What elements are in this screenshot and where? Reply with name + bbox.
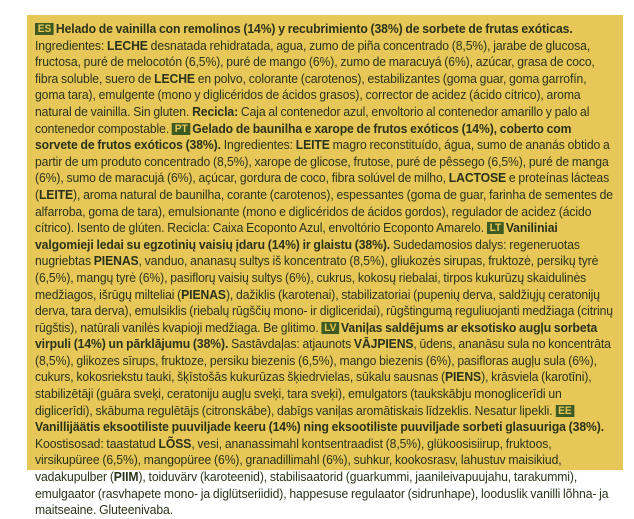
- bold-text: Recicla:: [192, 103, 239, 119]
- language-tag-pt: PT: [172, 123, 190, 135]
- bold-text: LEITE: [38, 186, 74, 202]
- bold-text: LEITE: [295, 137, 330, 153]
- body-text: , ūdens, ananāsu sula no koncentrāta (8,5%), glikozes sīrups, fruktoze, persiku biezenis (6,5%), mango biezenis (6%), pasifloras augļu sula (6%), cukurs, kokosriekstu tauki, šķīstošās kukurūzas šķiedrvielas, sūkalu sausnas (: [35, 336, 611, 385]
- body-text: ), toiduvärv (karoteenid), stabilisaatorid (guarkummi, jaanileivapuujahu, tarakummi), emulgaator (rasvhapete mono- ja diglütseriidid), happesuse regulaator (sidrunhape), looduslik vanilli lõhna- ja maitseaine. Gluteenivaba.: [35, 469, 609, 518]
- body-text: , vesi, ananassimahl kontsentraadist (8,5%), glükoosisiirup, fruktoos, virsikupüree (6,5%), mangopüree (6%), granadillimahl (6%), suhkur, kookosrasv, lahustuv maisikiud, vadakupulber (: [35, 435, 562, 485]
- body-text: e proteínas lácteas (: [35, 170, 610, 202]
- body-text: ), krāsviela (karotīni), stabilizētāji (guāra sveķi, ceratoniju augļu sveķi, tara sveķi), emulgators (taukskābju monoglicerīdi un diglicerīdi), skābuma regulētājs (citronskābe), dabīgs vaniļas aromātiskais līdzeklis. Nesatur lipekli.: [35, 369, 592, 418]
- bold-text: PIENAS: [181, 286, 226, 302]
- bold-text: LÕSS: [158, 435, 192, 451]
- language-tag-ee: EE: [555, 405, 574, 417]
- bold-text: Vaniliniai valgomieji ledai su egzotinių vaisių įdaru (14%) ir glaistu (38%).: [35, 220, 558, 252]
- bold-text: LECHE: [154, 70, 195, 86]
- body-text: , vanduo, ananasų sultys iš koncentrato (8,5%), gliukozės sirupas, fruktozė, persikų tyrė (6,5%), mangų tyrė (6%), pasiflorų vaisių sultys (6%), cukrus, kokosų riebalai, tirpos kukurūzų skaidulinės medžiagos, išrūgų milteliai (: [35, 253, 599, 302]
- body-text: Ingredientes:: [220, 137, 296, 153]
- bold-text: Helado de vainilla con remolinos (14%) y recubrimiento (38%) de sorbete de frutas exóticas.: [55, 21, 573, 36]
- bold-text: PIIM: [113, 469, 139, 485]
- bold-text: Vaniļas saldējums ar eksotisko augļu sorbeta virpuli (14%) un pārklājumu (38%).: [35, 319, 598, 352]
- bold-text: PIENS: [444, 369, 482, 385]
- body-text: desnatada rehidratada, agua, zumo de piña concentrado (8,5%), jarabe de glucosa, fructosa, puré de melocotón (6,5%), puré de mango (6%), zumo de maracuyá (6%), azúcar, grasa de coco, fibra soluble, suero de: [35, 37, 595, 86]
- body-text: Caja al contenedor azul, envoltorio al contenedor amarillo y palo al contenedor compostable.: [35, 103, 590, 136]
- ingredients-panel: [27, 15, 623, 518]
- language-tag-es: ES: [35, 23, 54, 35]
- body-text: ), aroma natural de baunilha, corante (carotenos), espessantes (goma de guar, farinha de sementes de alfarroba, goma de tara), emulsionante (mono e diglicéridos de ácidos gordos), regulador de acidez (ácido cítrico). Isento de glúten. Recicla: Caixa Ecoponto Azul, envoltório Ecoponto Amarelo.: [35, 186, 613, 236]
- bold-text: LECHE: [107, 37, 148, 53]
- body-text: Ingredientes:: [35, 37, 108, 53]
- body-text: Sudedamosios dalys: regeneruotas nugriebtas: [35, 236, 580, 269]
- language-tag-lt: LT: [487, 222, 504, 234]
- bold-text: VĀJPIENS: [353, 336, 414, 352]
- ingredients-text: [35, 21, 616, 519]
- body-text: magro reconstituído, água, sumo de ananás obtido a partir de um produto concentrado (8,5%), xarope de glicose, frutose, puré de pêssego (6,5%), puré de manga (6%), sumo de maracujá (6%), açúcar, gordura de coco, fibra solúvel de milho,: [35, 137, 610, 186]
- body-text: ), dažiklis (karotenai), stabilizatoriai (pupenių derva, saldžiųjų ceratonijų derva, tara derva), emulsiklis (riebalų rūgščių mono- ir digliceridai), rūgštingumą reguliuojanti medžiaga (citrinų rūgštis), natūrali vanilės kvapioji medžiaga. Be glitimo.: [35, 286, 613, 335]
- language-tag-lv: LV: [321, 322, 339, 334]
- bold-text: LACTOSE: [448, 170, 507, 186]
- bold-text: PIENAS: [93, 253, 139, 269]
- bold-text: Gelado de baunilha e xarope de frutos exóticos (14%), coberto com sorvete de frutos exóticos (38%).: [35, 120, 572, 153]
- bold-text: Vanillijäätis eksootiliste puuviljade keeru (14%) ning eksootiliste puuviljade sorbeti glasuuriga (38%).: [35, 419, 605, 435]
- body-text: en polvo, colorante (carotenos), estabilizantes (goma guar, goma garrofín, goma tara), emulgente (mono y diglicéridos de ácidos grasos), corrector de acidez (ácido cítrico), aroma natural de vainilla. Sin gluten.: [35, 70, 587, 119]
- body-text: Sastāvdaļas: atjaunots: [228, 336, 354, 352]
- body-text: Koostisosad: taastatud: [35, 435, 159, 451]
